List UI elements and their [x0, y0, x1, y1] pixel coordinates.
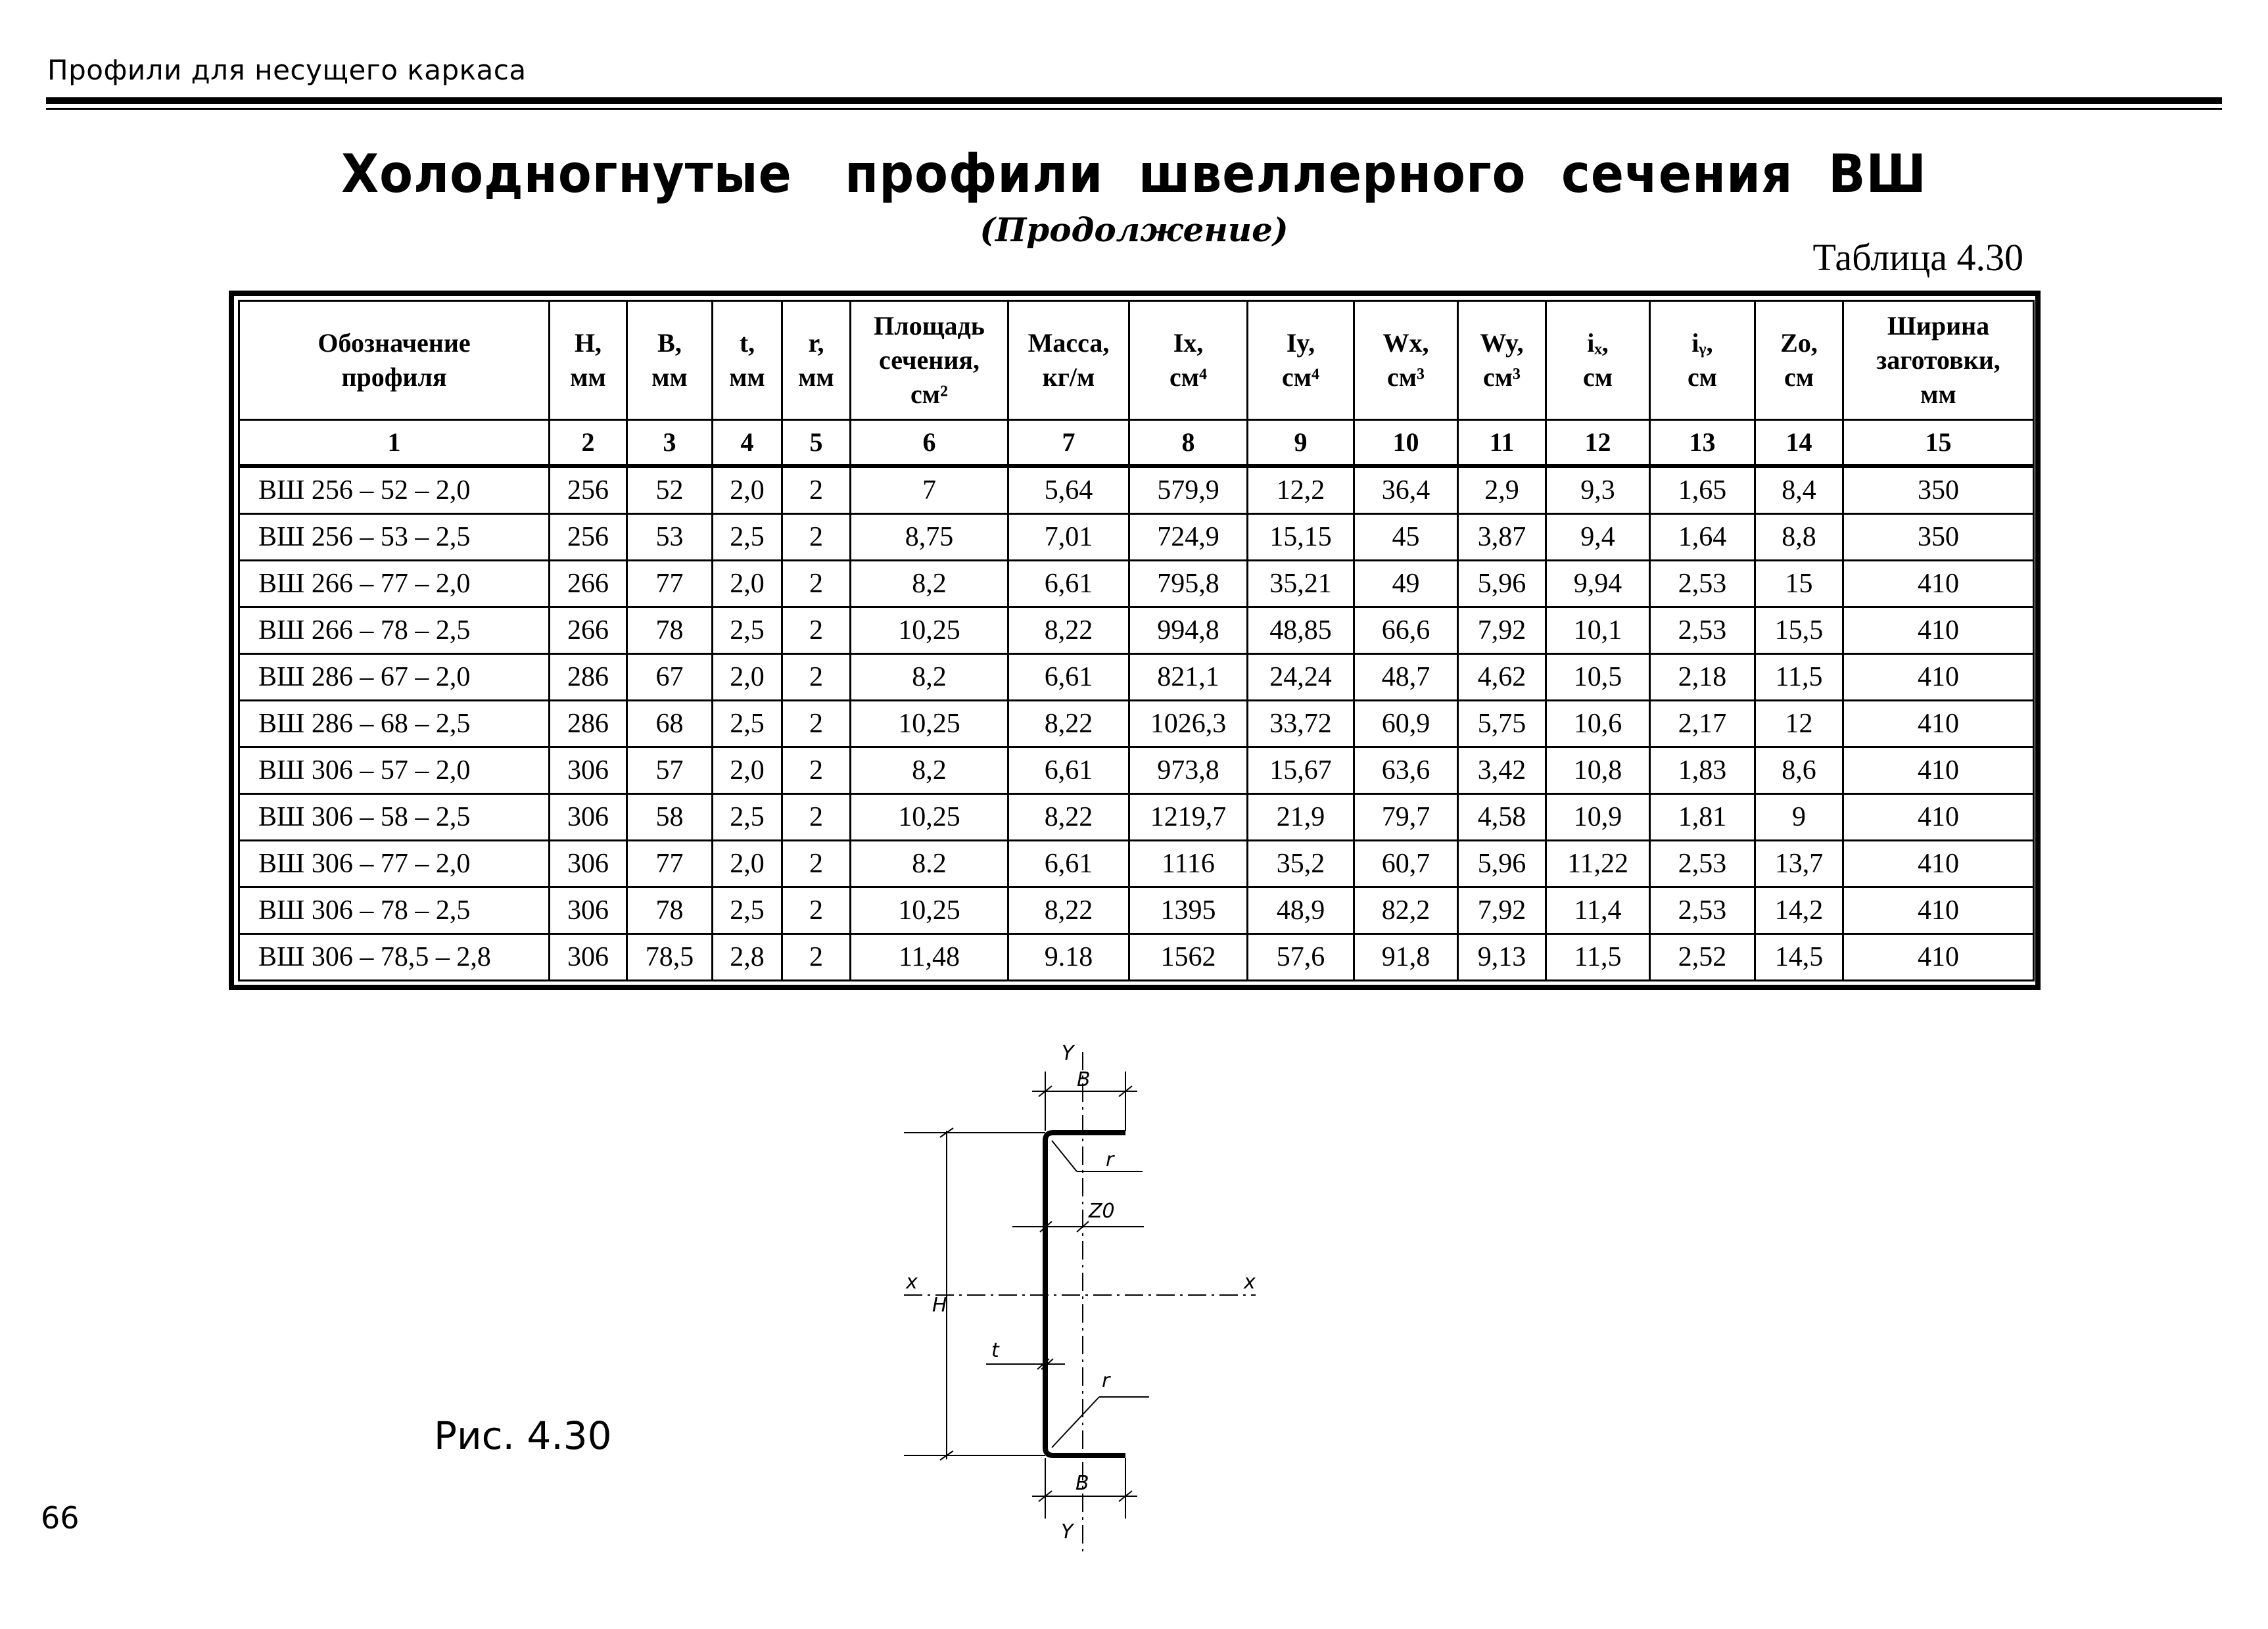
table-cell: 410: [1843, 701, 2034, 747]
table-cell: 7: [851, 466, 1008, 514]
figure-caption: Рис. 4.30: [434, 1413, 612, 1458]
table-cell: 410: [1843, 794, 2034, 841]
page-subtitle: (Продолжение): [980, 210, 1288, 249]
table-cell: 12: [1755, 701, 1843, 747]
table-cell: 2,52: [1650, 934, 1755, 981]
table-cell: 48,85: [1248, 607, 1354, 654]
profile-designation-cell: ВШ 306 – 58 – 2,5: [239, 794, 550, 841]
table-row: [239, 747, 2034, 794]
table-cell: 306: [550, 887, 627, 934]
table-cell: 2: [782, 561, 851, 607]
table-cell: 4,62: [1458, 654, 1546, 701]
table-cell: 2: [782, 887, 851, 934]
table-cell: 33,72: [1248, 701, 1354, 747]
table-cell: 7,92: [1458, 887, 1546, 934]
column-header-line: см²: [910, 379, 948, 409]
table-cell: 1116: [1129, 841, 1248, 887]
column-header: [239, 301, 550, 420]
table-cell: 10,9: [1546, 794, 1650, 841]
table-cell: 256: [550, 466, 627, 514]
table-cell: 3,87: [1458, 514, 1546, 561]
column-header: [1354, 301, 1458, 420]
column-header-line: r,: [808, 328, 824, 358]
column-header: [1755, 301, 1843, 420]
channel-profile-shape: [1045, 1133, 1125, 1455]
column-header-line: t,: [739, 328, 755, 358]
profile-designation-cell: ВШ 306 – 57 – 2,0: [239, 747, 550, 794]
table-row: [239, 561, 2034, 607]
column-header-line: Wx,: [1382, 328, 1429, 358]
table-cell: 79,7: [1354, 794, 1458, 841]
header-rule-thin: [46, 108, 2222, 110]
table-cell: 60,9: [1354, 701, 1458, 747]
table-cell: 8,2: [851, 654, 1008, 701]
column-header: [851, 301, 1008, 420]
table-cell: 10,25: [851, 794, 1008, 841]
table-cell: 2,5: [713, 607, 782, 654]
column-header-line: заготовки,: [1876, 345, 2000, 375]
table-cell: 36,4: [1354, 466, 1458, 514]
table-row: [239, 514, 2034, 561]
column-number: 4: [713, 420, 782, 467]
table-cell: 11,5: [1546, 934, 1650, 981]
table-cell: 306: [550, 794, 627, 841]
table-cell: 8,22: [1008, 607, 1129, 654]
table-cell: 15,15: [1248, 514, 1354, 561]
column-number: 13: [1650, 420, 1755, 467]
table-cell: 2,53: [1650, 561, 1755, 607]
table-cell: 266: [550, 607, 627, 654]
column-number: 11: [1458, 420, 1546, 467]
profile-designation-cell: ВШ 266 – 77 – 2,0: [239, 561, 550, 607]
table-cell: 410: [1843, 934, 2034, 981]
table-cell: 1562: [1129, 934, 1248, 981]
table-cell: 10,25: [851, 887, 1008, 934]
column-header: [782, 301, 851, 420]
table-cell: 2: [782, 654, 851, 701]
table-cell: 2: [782, 794, 851, 841]
table-cell: 994,8: [1129, 607, 1248, 654]
table-cell: 1,81: [1650, 794, 1755, 841]
table-cell: 3,42: [1458, 747, 1546, 794]
table-cell: 5,64: [1008, 466, 1129, 514]
column-header-line: мм: [651, 362, 688, 392]
column-number: 15: [1843, 420, 2034, 467]
table-cell: 306: [550, 934, 627, 981]
profile-designation-cell: ВШ 306 – 78,5 – 2,8: [239, 934, 550, 981]
column-header-line: см³: [1387, 362, 1425, 392]
column-header-line: см: [1688, 362, 1717, 392]
column-header: [1458, 301, 1546, 420]
table-cell: 58: [627, 794, 713, 841]
table-cell: 15,67: [1248, 747, 1354, 794]
table-cell: 2,5: [713, 514, 782, 561]
table-cell: 2,53: [1650, 841, 1755, 887]
column-header: [1843, 301, 2034, 420]
profile-designation-cell: ВШ 306 – 77 – 2,0: [239, 841, 550, 887]
column-header-line: см⁴: [1282, 362, 1319, 392]
table-cell: 14,2: [1755, 887, 1843, 934]
table-cell: 8,22: [1008, 794, 1129, 841]
table-cell: 11,22: [1546, 841, 1650, 887]
table-cell: 973,8: [1129, 747, 1248, 794]
table-cell: 10,1: [1546, 607, 1650, 654]
r-label-top: r: [1106, 1148, 1114, 1171]
table-cell: 9,3: [1546, 466, 1650, 514]
table-cell: 350: [1843, 514, 2034, 561]
table-cell: 410: [1843, 561, 2034, 607]
table-cell: 410: [1843, 887, 2034, 934]
column-header-line: Wy,: [1480, 328, 1524, 358]
channel-section-diagram: [855, 1032, 1315, 1558]
column-header-line: профиля: [341, 362, 447, 392]
table-cell: 45: [1354, 514, 1458, 561]
table-cell: 2,18: [1650, 654, 1755, 701]
table-cell: 82,2: [1354, 887, 1458, 934]
column-header-line: мм: [798, 362, 834, 392]
table-cell: 8,2: [851, 747, 1008, 794]
table-cell: 68: [627, 701, 713, 747]
table-cell: 10,8: [1546, 747, 1650, 794]
table-cell: 1026,3: [1129, 701, 1248, 747]
table-cell: 91,8: [1354, 934, 1458, 981]
table-cell: 78,5: [627, 934, 713, 981]
table-cell: 6,61: [1008, 841, 1129, 887]
column-header-line: H,: [574, 328, 602, 358]
column-header-line: см: [1784, 362, 1814, 392]
table-cell: 14,5: [1755, 934, 1843, 981]
column-number: 3: [627, 420, 713, 467]
r-label-bottom: r: [1102, 1369, 1110, 1392]
column-number: 8: [1129, 420, 1248, 467]
column-header-line: Масса,: [1028, 328, 1110, 358]
table-cell: 2: [782, 841, 851, 887]
b-dimension-label-top: B: [1077, 1068, 1091, 1091]
profile-designation-cell: ВШ 286 – 68 – 2,5: [239, 701, 550, 747]
table-cell: 286: [550, 654, 627, 701]
table-cell: 2: [782, 607, 851, 654]
table-cell: 7,01: [1008, 514, 1129, 561]
column-number: 14: [1755, 420, 1843, 467]
page-title: Холодногнутые профили швеллерного сечения ВШ: [341, 143, 1927, 205]
table-row: [239, 794, 2034, 841]
table-cell: 10,25: [851, 701, 1008, 747]
table-cell: 5,96: [1458, 561, 1546, 607]
table-cell: 9,94: [1546, 561, 1650, 607]
table-cell: 2,0: [713, 747, 782, 794]
column-header-line: Iy,: [1286, 328, 1315, 358]
column-header-line: мм: [570, 362, 606, 392]
table-cell: 8,8: [1755, 514, 1843, 561]
table-label: Таблица 4.30: [1812, 236, 2023, 279]
y-axis-label-bottom: Y: [1061, 1521, 1074, 1544]
profile-designation-cell: ВШ 306 – 78 – 2,5: [239, 887, 550, 934]
page-number: 66: [41, 1500, 80, 1536]
table-cell: 8,75: [851, 514, 1008, 561]
running-head: Профили для несущего каркаса: [47, 54, 527, 86]
table-cell: 2,0: [713, 654, 782, 701]
table-cell: 2,8: [713, 934, 782, 981]
column-header: [713, 301, 782, 420]
table-cell: 1,83: [1650, 747, 1755, 794]
table-cell: 77: [627, 561, 713, 607]
table-cell: 2,0: [713, 841, 782, 887]
profile-designation-cell: ВШ 256 – 52 – 2,0: [239, 466, 550, 514]
column-header: [550, 301, 627, 420]
column-header: [1650, 301, 1755, 420]
table-cell: 66,6: [1354, 607, 1458, 654]
table-cell: 7,92: [1458, 607, 1546, 654]
x-axis-label-right: x: [1244, 1271, 1256, 1294]
table-cell: 24,24: [1248, 654, 1354, 701]
table-cell: 13,7: [1755, 841, 1843, 887]
table-cell: 5,75: [1458, 701, 1546, 747]
column-number: 10: [1354, 420, 1458, 467]
table-cell: 9,4: [1546, 514, 1650, 561]
table-cell: 286: [550, 701, 627, 747]
table-cell: 52: [627, 466, 713, 514]
table-cell: 78: [627, 607, 713, 654]
table-cell: 6,61: [1008, 561, 1129, 607]
table-cell: 12,2: [1248, 466, 1354, 514]
x-axis-label-left: x: [906, 1271, 918, 1294]
table-cell: 579,9: [1129, 466, 1248, 514]
column-number: 6: [851, 420, 1008, 467]
table-cell: 2,0: [713, 466, 782, 514]
table-cell: 11,5: [1755, 654, 1843, 701]
table-cell: 2: [782, 934, 851, 981]
column-header-line: Площадь: [874, 311, 985, 341]
column-header-line: кг/м: [1042, 362, 1095, 392]
column-header-line: мм: [729, 362, 765, 392]
table-cell: 821,1: [1129, 654, 1248, 701]
column-header-line: см: [1583, 362, 1613, 392]
table-cell: 2,5: [713, 794, 782, 841]
column-header-line: Ix,: [1173, 328, 1204, 358]
table-cell: 410: [1843, 607, 2034, 654]
table-cell: 8,4: [1755, 466, 1843, 514]
column-number: 1: [239, 420, 550, 467]
table-cell: 11,4: [1546, 887, 1650, 934]
column-header-line: см³: [1483, 362, 1521, 392]
table-cell: 5,96: [1458, 841, 1546, 887]
table-cell: 9,13: [1458, 934, 1546, 981]
h-dimension-label: H: [932, 1294, 947, 1317]
table-cell: 2: [782, 466, 851, 514]
column-header: [1248, 301, 1354, 420]
table-row: [239, 841, 2034, 887]
table-cell: 53: [627, 514, 713, 561]
table-cell: 1,64: [1650, 514, 1755, 561]
table-cell: 410: [1843, 747, 2034, 794]
table-cell: 4,58: [1458, 794, 1546, 841]
table-row: [239, 466, 2034, 514]
table-cell: 6,61: [1008, 654, 1129, 701]
table-cell: 35,2: [1248, 841, 1354, 887]
t-label: t: [991, 1339, 999, 1362]
table-cell: 1395: [1129, 887, 1248, 934]
column-number: 7: [1008, 420, 1129, 467]
table-cell: 2,5: [713, 887, 782, 934]
table-cell: 2,5: [713, 701, 782, 747]
table-cell: 49: [1354, 561, 1458, 607]
table-cell: 2,53: [1650, 887, 1755, 934]
table-cell: 306: [550, 841, 627, 887]
table-cell: 8,6: [1755, 747, 1843, 794]
table-cell: 9: [1755, 794, 1843, 841]
table-cell: 724,9: [1129, 514, 1248, 561]
table-cell: 60,7: [1354, 841, 1458, 887]
table-cell: 2: [782, 514, 851, 561]
table-cell: 2,9: [1458, 466, 1546, 514]
column-header-line: iᵧ,: [1691, 328, 1713, 358]
column-header-line: сечения,: [878, 345, 980, 375]
column-header-line: Zo,: [1780, 328, 1818, 358]
column-number: 5: [782, 420, 851, 467]
table-cell: 78: [627, 887, 713, 934]
profile-designation-cell: ВШ 266 – 78 – 2,5: [239, 607, 550, 654]
table-cell: 6,61: [1008, 747, 1129, 794]
table-cell: 10,6: [1546, 701, 1650, 747]
column-header: [1129, 301, 1248, 420]
table-cell: 15,5: [1755, 607, 1843, 654]
table-cell: 8.2: [851, 841, 1008, 887]
table-cell: 256: [550, 514, 627, 561]
profile-designation-cell: ВШ 256 – 53 – 2,5: [239, 514, 550, 561]
table-cell: 350: [1843, 466, 2034, 514]
profiles-table: [238, 300, 2035, 981]
table-row: [239, 607, 2034, 654]
b-dimension-label-bottom: B: [1075, 1472, 1089, 1495]
table-cell: 2,0: [713, 561, 782, 607]
z0-label: Z0: [1089, 1200, 1115, 1223]
table-cell: 10,5: [1546, 654, 1650, 701]
table-frame: [229, 291, 2041, 990]
header-rule-thick: [46, 97, 2222, 104]
column-header-line: iₓ,: [1587, 328, 1609, 358]
column-header-line: B,: [657, 328, 682, 358]
table-cell: 57,6: [1248, 934, 1354, 981]
table-cell: 77: [627, 841, 713, 887]
column-number: 2: [550, 420, 627, 467]
table-cell: 2,17: [1650, 701, 1755, 747]
table-cell: 2: [782, 701, 851, 747]
table-cell: 11,48: [851, 934, 1008, 981]
table-cell: 9.18: [1008, 934, 1129, 981]
table-row: [239, 887, 2034, 934]
table-cell: 10,25: [851, 607, 1008, 654]
table-row: [239, 701, 2034, 747]
column-header: [627, 301, 713, 420]
table-cell: 63,6: [1354, 747, 1458, 794]
table-cell: 266: [550, 561, 627, 607]
column-header-line: Ширина: [1887, 311, 1990, 341]
column-header-line: мм: [1920, 379, 1956, 409]
table-row: [239, 934, 2034, 981]
table-cell: 1,65: [1650, 466, 1755, 514]
table-cell: 306: [550, 747, 627, 794]
y-axis-label-top: Y: [1062, 1042, 1074, 1065]
table-cell: 8,22: [1008, 887, 1129, 934]
profile-designation-cell: ВШ 286 – 67 – 2,0: [239, 654, 550, 701]
column-header-line: см⁴: [1169, 362, 1207, 392]
table-column-number-row: [239, 420, 2034, 467]
table-cell: 15: [1755, 561, 1843, 607]
table-cell: 2,53: [1650, 607, 1755, 654]
column-number: 9: [1248, 420, 1354, 467]
table-header-row: [239, 301, 2034, 420]
table-cell: 1219,7: [1129, 794, 1248, 841]
table-cell: 795,8: [1129, 561, 1248, 607]
table-cell: 48,7: [1354, 654, 1458, 701]
column-header: [1546, 301, 1650, 420]
column-header-line: Обозначение: [318, 328, 471, 358]
table-cell: 35,21: [1248, 561, 1354, 607]
column-number: 12: [1546, 420, 1650, 467]
table-cell: 48,9: [1248, 887, 1354, 934]
table-cell: 57: [627, 747, 713, 794]
table-cell: 410: [1843, 654, 2034, 701]
table-cell: 21,9: [1248, 794, 1354, 841]
table-cell: 67: [627, 654, 713, 701]
table-cell: 410: [1843, 841, 2034, 887]
table-row: [239, 654, 2034, 701]
column-header: [1008, 301, 1129, 420]
table-cell: 2: [782, 747, 851, 794]
table-cell: 8,22: [1008, 701, 1129, 747]
table-body: [239, 466, 2034, 981]
table-cell: 8,2: [851, 561, 1008, 607]
